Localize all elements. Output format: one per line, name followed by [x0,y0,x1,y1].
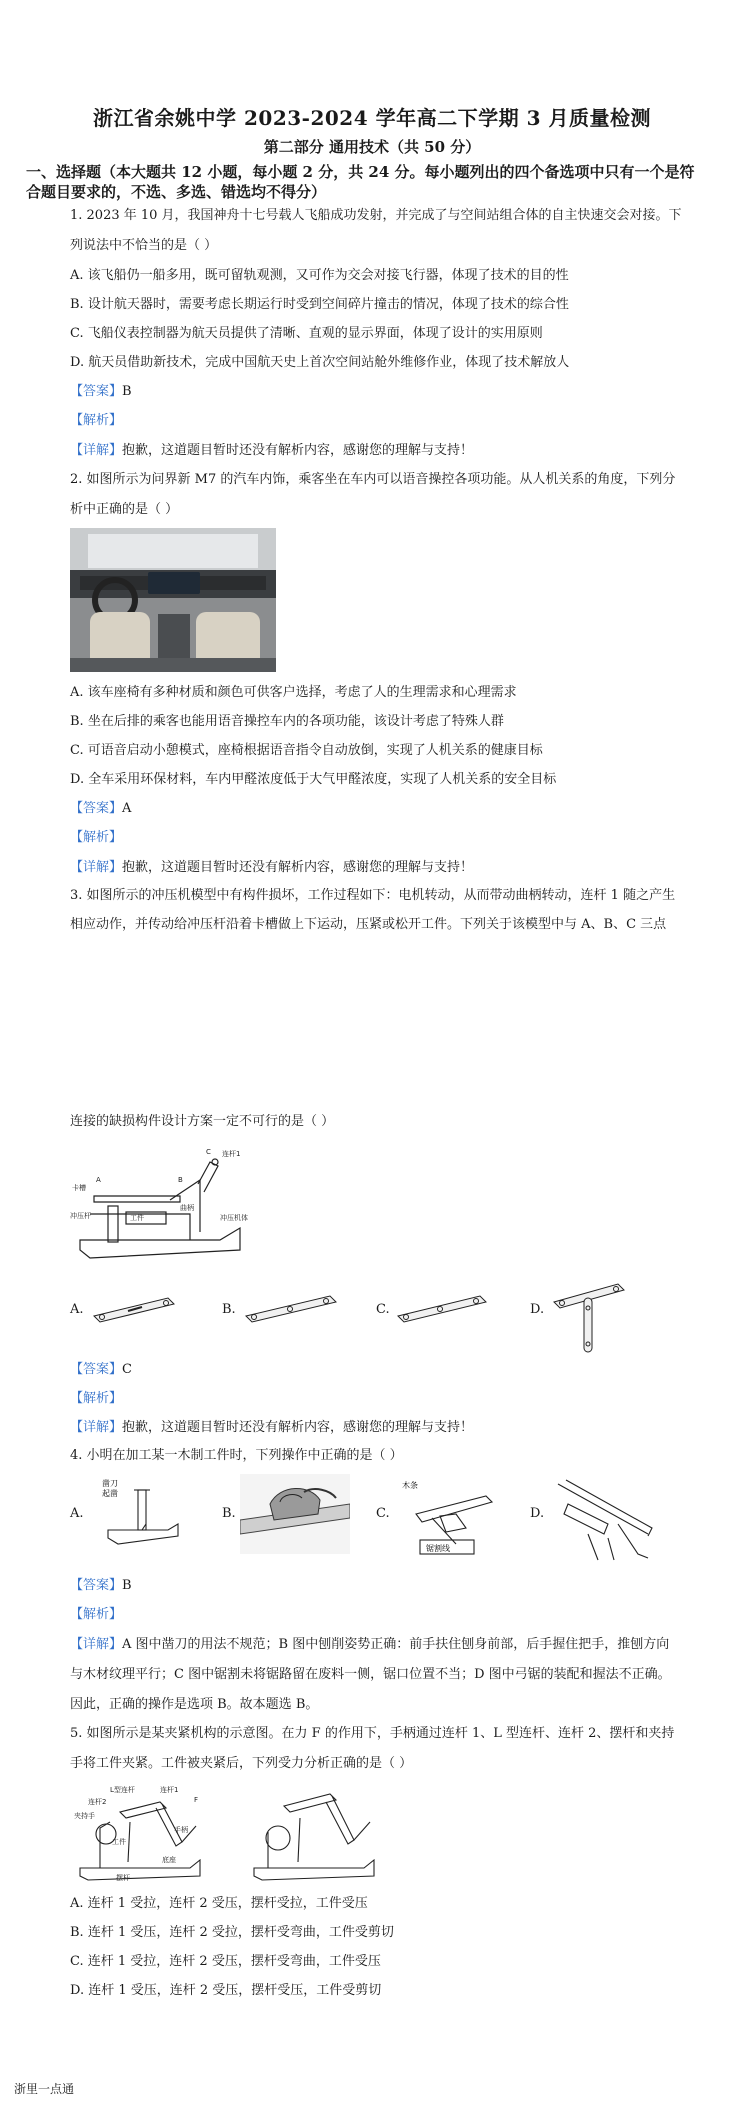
section-heading: 一、选择题（本大题共 12 小题，每小题 2 分，共 24 分。每小题列出的四个备选项中只有一个是符合题目要求的，不选、多选、错选均不得分） [26,163,695,201]
car-interior-photo [70,528,276,672]
q2-answer-value: A [122,801,132,816]
q4-detail-line2: 与木材纹理平行；C 图中锯割未将锯路留在废料一侧，锯口位置不当；D 图中弓锯的装配和握法不正确。 [70,1667,671,1682]
q1-answer-value: B [122,384,132,399]
q2-option-d: D. 全车采用环保材料，车内甲醛浓度低于大气甲醛浓度，实现了人机关系的安全目标 [70,772,557,787]
q4-option-b-label: B. [222,1506,236,1521]
q4-detail-line1 [70,1630,710,1660]
q2-detail [70,853,710,883]
q5-option-d: D. 连杆 1 受压，连杆 2 受压，摆杆受压，工件受剪切 [70,1983,382,1998]
q5-fig1-label-link1: 连杆1 [160,1786,179,1794]
q1-stem-line1: 1. 2023 年 10 月，我国神舟十七号载人飞船成功发射，并完成了与空间站组合体的自主快速交会对接。下 [70,208,682,223]
q4-label-saw-line: 锯割线 [426,1544,450,1553]
q3-answer [70,1360,132,1380]
clamping-mechanism-diagram-1 [70,1782,210,1882]
answer-tag: 【答案】 [70,1362,123,1377]
q4-detail-line3: 因此，正确的操作是选项 B。故本题选 B。 [70,1697,319,1712]
q4-detail [70,1630,710,1720]
page-title: 浙江省余姚中学 2023-2024 学年高二下学期 3 月质量检测 [93,106,651,130]
q4-option-d-label: D. [530,1506,545,1521]
q3-option-a-link-icon [88,1290,178,1326]
q4-option-b-planing-photo [240,1474,350,1554]
q5-fig1-label-handle: 手柄 [174,1826,188,1834]
answer-tag: 【答案】 [70,384,123,399]
q4-detail-text1: A 图中凿刀的用法不规范；B 图中刨削姿势正确：前手扶住刨身前部，后手握住把手，推刨方向 [122,1637,670,1652]
q4-option-a-label: A. [70,1506,84,1521]
q5-option-b: B. 连杆 1 受压，连杆 2 受拉，摆杆受弯曲，工件受剪切 [70,1925,394,1940]
q2-option-c: C. 可语音启动小憩模式，座椅根据语音指令自动放倒，实现了人机关系的健康目标 [70,743,543,758]
q3-fig-label-body: 冲压机体 [220,1214,248,1222]
q1-answer [70,382,132,402]
q5-fig1-label-force: F [194,1796,199,1804]
q2-stem-line1: 2. 如图所示为问界新 M7 的汽车内饰，乘客坐在车内可以语音操控各项功能。从人机关系的角度，下列分 [70,472,676,487]
q5-stem-line1: 5. 如图所示是某夹紧机构的示意图。在力 F 的作用下，手柄通过连杆 1、L 型连杆、连杆 2、摆杆和夹持 [70,1726,675,1741]
detail-tag: 【详解】 [70,443,123,458]
q3-answer-value: C [122,1362,132,1377]
q3-fig-label-workpiece: 工件 [130,1214,144,1222]
q3-option-b-link-icon [240,1290,340,1326]
q5-option-c: C. 连杆 1 受拉，连杆 2 受压，摆杆受弯曲，工件受压 [70,1954,381,1969]
q2-stem-line2: 析中正确的是（ ） [70,502,179,517]
q2-detail-text: 抱歉，这道题目暂时还没有解析内容，感谢您的理解与支持！ [122,860,474,875]
q5-fig1-label-swing-rod: 摆杆 [116,1874,130,1882]
q3-option-a-label: A. [70,1302,84,1317]
q3-fig-label-link1: 连杆1 [222,1150,241,1158]
q4-option-a-chisel-figure [98,1474,188,1554]
stamping-machine-diagram [70,1140,270,1262]
q4-analysis-tag: 【解析】 [70,1607,123,1622]
q5-option-a: A. 连杆 1 受拉，连杆 2 受压，摆杆受拉，工件受压 [70,1896,368,1911]
q1-stem-line2: 列说法中不恰当的是（ ） [70,238,218,253]
detail-tag: 【详解】 [70,1420,123,1435]
q3-fig-label-crank: 曲柄 [180,1204,194,1212]
q5-fig1-label-workpiece: 工件 [112,1838,126,1846]
q3-option-b-label: B. [222,1302,236,1317]
q1-option-c: C. 飞船仪表控制器为航天员提供了清晰、直观的显示界面，体现了设计的实用原则 [70,326,543,341]
q3-analysis-tag: 【解析】 [70,1391,123,1406]
answer-tag: 【答案】 [70,1578,123,1593]
answer-tag: 【答案】 [70,801,123,816]
q3-fig-label-c: C [206,1148,211,1156]
q2-analysis-tag: 【解析】 [70,830,123,845]
q3-option-d-label: D. [530,1302,545,1317]
q1-option-b: B. 设计航天器时，需要考虑长期运行时受到空间碎片撞击的情况，体现了技术的综合性 [70,297,569,312]
q4-label-start: 起凿 [102,1489,118,1498]
q3-detail [70,1413,710,1443]
page-subtitle: 第二部分 通用技术（共 50 分） [263,138,481,156]
clamping-mechanism-diagram-2 [244,1782,384,1882]
q1-analysis-tag: 【解析】 [70,413,123,428]
q3-fig-label-a: A [96,1176,101,1184]
q1-detail [70,436,710,466]
q1-option-a: A. 该飞船仍一船多用，既可留轨观测，又可作为交会对接飞行器，体现了技术的目的性 [70,268,569,283]
q3-detail-text: 抱歉，这道题目暂时还没有解析内容，感谢您的理解与支持！ [122,1420,474,1435]
q3-fig-label-slot: 卡槽 [72,1184,86,1192]
q3-option-d-link-icon [548,1278,632,1358]
q5-fig1-label-l-link: L型连杆 [110,1786,135,1794]
q2-option-b: B. 坐在后排的乘客也能用语音操控车内的各项功能，该设计考虑了特殊人群 [70,714,504,729]
q4-stem: 4. 小明在加工某一木制工件时，下列操作中正确的是（ ） [70,1448,403,1463]
q5-fig1-label-link2: 连杆2 [88,1798,107,1806]
q2-answer [70,799,131,819]
q5-fig1-label-base: 底座 [162,1856,176,1864]
q4-option-c-sawing-figure [396,1474,506,1560]
q4-label-wood-strip: 木条 [402,1481,418,1490]
q3-fig-label-press-rod: 冲压杆 [70,1212,91,1220]
q1-detail-text: 抱歉，这道题目暂时还没有解析内容，感谢您的理解与支持！ [122,443,474,458]
q4-option-d-hacksaw-figure [548,1474,658,1564]
q4-answer-value: B [122,1578,132,1593]
q5-fig1-label-gripper: 夹持手 [74,1812,95,1820]
detail-tag: 【详解】 [70,860,123,875]
q3-stem-line3: 连接的缺损构件设计方案一定不可行的是（ ） [70,1114,335,1129]
detail-tag: 【详解】 [70,1637,123,1652]
q4-label-chisel: 凿刀 [102,1479,118,1488]
q4-option-c-label: C. [376,1506,390,1521]
q1-option-d: D. 航天员借助新技术，完成中国航天史上首次空间站舱外维修作业，体现了技术解放人 [70,355,570,370]
q3-stem-line1: 3. 如图所示的冲压机模型中有构件损坏，工作过程如下：电机转动，从而带动曲柄转动，连杆 1 随之产生 [70,888,676,903]
q3-option-c-link-icon [392,1290,492,1326]
q4-answer [70,1576,132,1596]
q3-option-c-label: C. [376,1302,390,1317]
q3-stem-line2: 相应动作，并传动给冲压杆沿着卡槽做上下运动，压紧或松开工件。下列关于该模型中与 A、B、C 三点 [70,917,667,932]
q3-fig-label-b: B [178,1176,183,1184]
q2-option-a: A. 该车座椅有多种材质和颜色可供客户选择，考虑了人的生理需求和心理需求 [70,685,517,700]
q5-stem-line2: 手将工件夹紧。工件被夹紧后，下列受力分析正确的是（ ） [70,1756,413,1771]
page-footer: 浙里一点通 [14,2082,75,2096]
